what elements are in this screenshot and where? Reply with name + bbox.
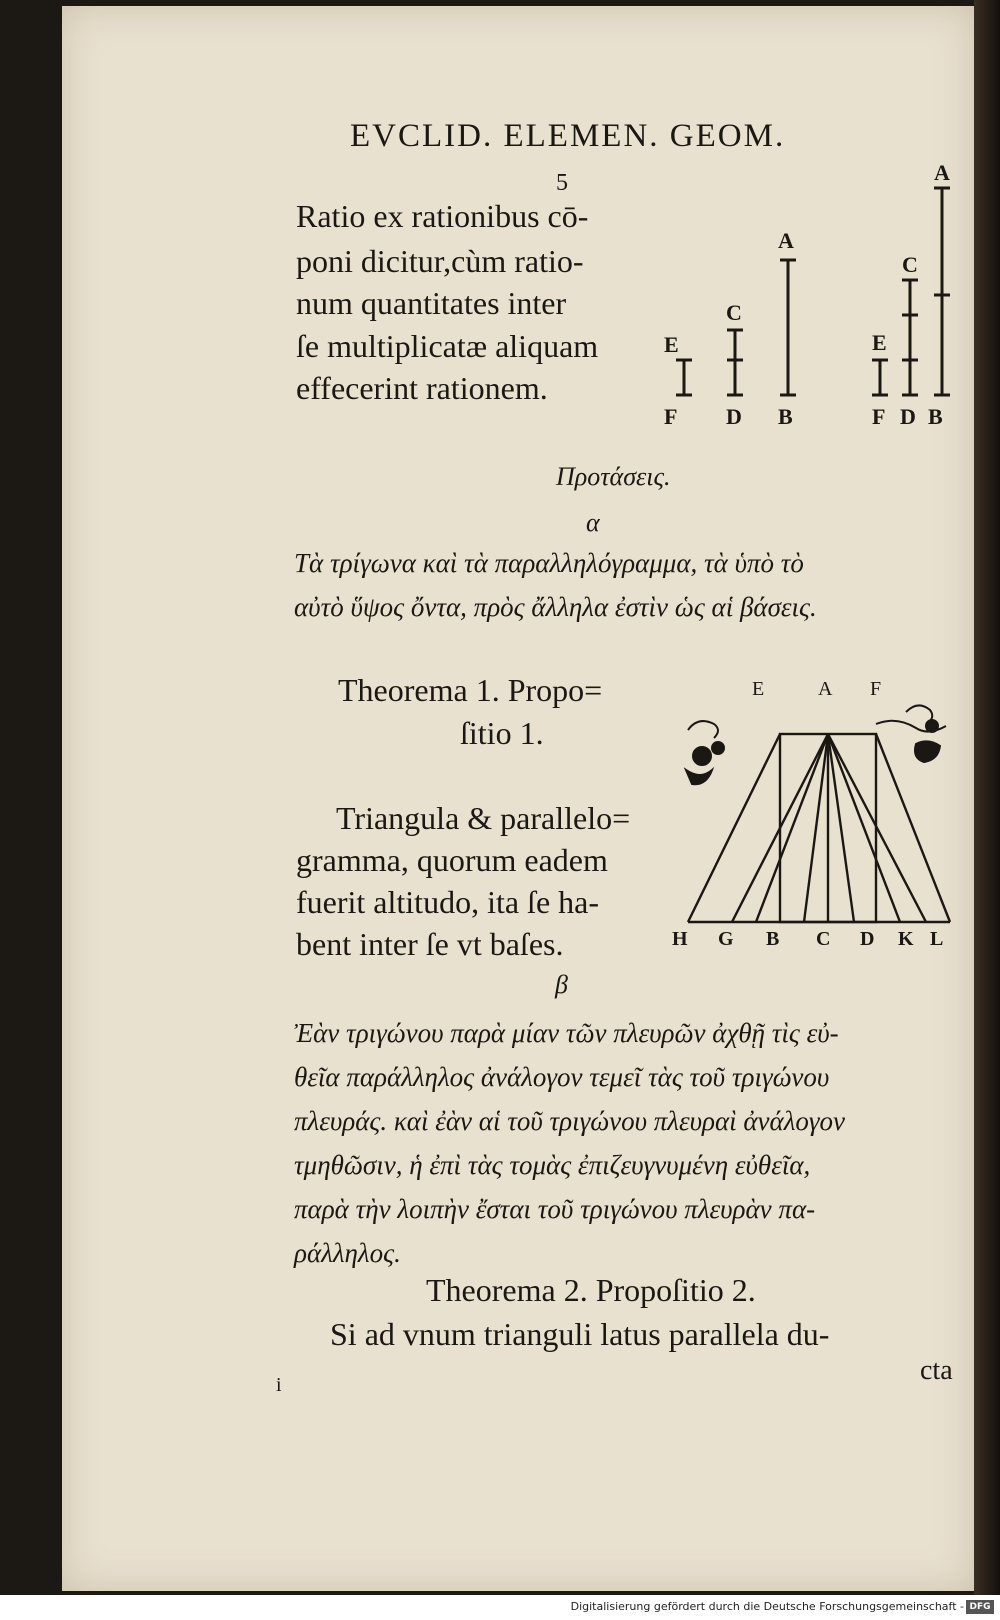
catchword: cta: [920, 1355, 953, 1386]
greek-proposition-line: Τὰ τρίγωνα καὶ τὰ παραλληλόγραμμα, τὰ ὑπὸ τὸ: [294, 548, 804, 578]
propositions-heading: Προτάσεις.: [556, 462, 671, 491]
segment-label: F: [872, 404, 886, 429]
latin-proposition-line: Triangula & parallelo=: [336, 800, 631, 836]
segment-label: A: [778, 228, 794, 253]
definition-line: poni dicitur,cùm ratio-: [296, 243, 584, 279]
greek-proposition-line: αὐτὸ ὕψος ὄντα, πρὸς ἄλληλα ἐστὶν ὡς αἱ βάσεις.: [294, 592, 817, 622]
figure-top-label: F: [870, 678, 882, 700]
page-mark: i: [276, 1374, 282, 1396]
definition-line: num quantitates inter: [296, 285, 567, 321]
segment-label: A: [934, 160, 950, 185]
segment-label: E: [872, 330, 887, 355]
latin-proposition-line: bent inter ſe vt baſes.: [296, 926, 564, 962]
ratio-segments-figure: [660, 160, 970, 460]
figure-top-label: A: [818, 678, 833, 700]
figure-top-label: E: [752, 678, 765, 700]
dfg-logo: DFG: [966, 1600, 994, 1614]
figure-base-label: K: [898, 928, 914, 950]
running-head: EVCLID. ELEMEN. GEOM.: [350, 118, 786, 154]
theorem-heading: Theorema 1. Propo=: [338, 672, 603, 708]
segment-label: B: [778, 404, 793, 429]
greek-proposition-line: Ἐὰν τριγώνου παρὰ μίαν τῶν πλευρῶν ἀχθῇ τὶς εὐ-: [294, 1018, 839, 1048]
figure-base-label: G: [718, 928, 734, 950]
greek-proposition-line: τμηθῶσιν, ἡ ἐπὶ τὰς τομὰς ἐπιζευγνυμένη εὐθεῖα,: [294, 1150, 811, 1180]
figure-base-label: C: [816, 928, 831, 950]
greek-proposition-number: α: [586, 508, 600, 537]
definition-line: ſe multiplicatæ aliquam: [296, 328, 599, 364]
greek-proposition-line: πλευράς. καὶ ἐὰν αἱ τοῦ τριγώνου πλευραὶ ἀνάλογον: [294, 1106, 846, 1136]
theorem-heading: Theorema 2. Propoſitio 2.: [426, 1272, 756, 1308]
figure-base-label: L: [930, 928, 944, 950]
segment-label: F: [664, 404, 678, 429]
greek-proposition-line: παρὰ τὴν λοιπὴν ἔσται τοῦ τριγώνου πλευρὰν πα-: [294, 1194, 816, 1224]
segment-label: C: [902, 252, 918, 277]
triangles-parallelograms-figure: [680, 700, 970, 940]
digitization-credit: Digitalisierung gefördert durch die Deutsche Forschungsgemeinschaft -: [570, 1600, 964, 1613]
greek-proposition-line: ράλληλος.: [294, 1238, 401, 1268]
latin-proposition-line: Si ad vnum trianguli latus parallela du-: [330, 1316, 830, 1352]
segment-label: C: [726, 300, 742, 325]
book-gutter: [974, 0, 1000, 1595]
segment-label: E: [664, 332, 679, 357]
theorem-heading: ſitio 1.: [460, 715, 544, 751]
figure-base-label: H: [672, 928, 688, 950]
definition-line: effecerint rationem.: [296, 370, 548, 406]
definition-line: Ratio ex rationibus cō-: [296, 198, 589, 234]
latin-proposition-line: fuerit altitudo, ita ſe ha-: [296, 884, 599, 920]
latin-proposition-line: gramma, quorum eadem: [296, 842, 608, 878]
figure-base-label: D: [860, 928, 875, 950]
definition-number: 5: [556, 170, 568, 196]
figure-base-label: B: [766, 928, 780, 950]
greek-proposition-number: β: [555, 970, 568, 999]
segment-label: D: [900, 404, 916, 429]
greek-proposition-line: θεῖα παράλληλος ἀνάλογον τεμεῖ τὰς τοῦ τριγώνου: [294, 1062, 830, 1092]
segment-label: D: [726, 404, 742, 429]
segment-label: B: [928, 404, 943, 429]
